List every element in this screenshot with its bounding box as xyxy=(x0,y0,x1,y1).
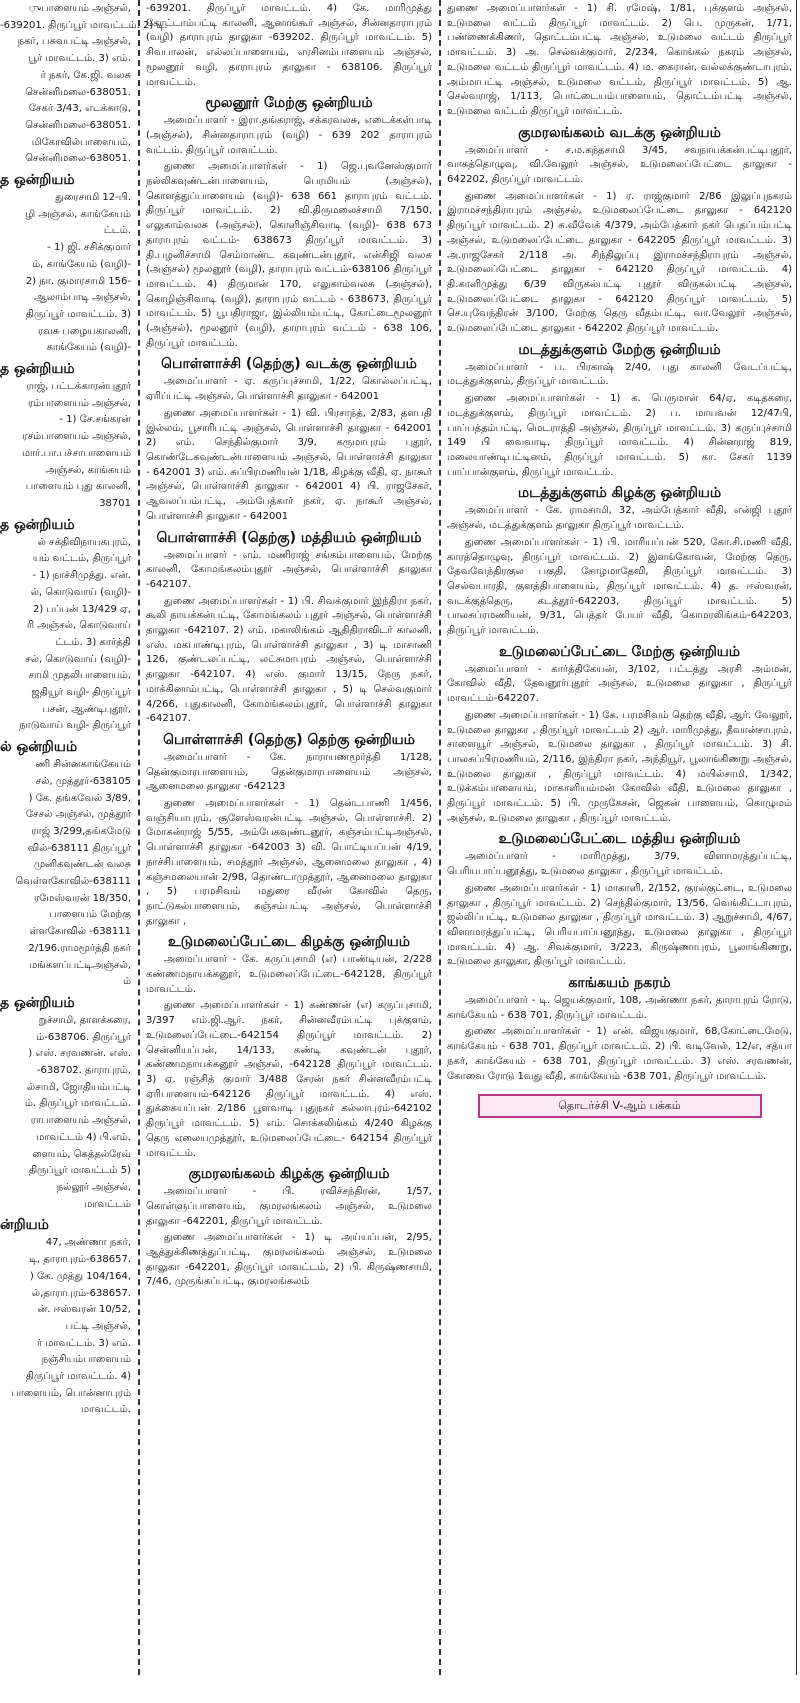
address-paragraph: 2) நா. குமாரசாமி 156- xyxy=(25,275,131,287)
address-paragraph: பாளையம், பொன்னாபுரம் xyxy=(11,1387,131,1399)
column-middle xyxy=(140,0,438,1675)
address-paragraph: சாமி முதலிபாளையம், xyxy=(28,670,131,682)
address-paragraph: ம், காங்கேயம் (வழி)- xyxy=(32,258,131,270)
page-right-rule xyxy=(796,0,797,1675)
address-paragraph: நாடுவாய் வழி- திருப்பூர் xyxy=(19,720,131,732)
address-paragraph: - 1) நாச்சிமுத்து. என். xyxy=(32,570,131,582)
section-heading: ல் ஒன்றியம் xyxy=(0,739,78,756)
address-paragraph: அமைப்பாளர் - ஏ. கருப்புச்சாமி, 1/22, கொல்லப்பட்டி, ஏரிப்பட்டி அஞ்சல், பொள்ளாச்சி தாலுகா - 642001 xyxy=(146,376,432,403)
address-paragraph: அமைப்பாளர் - கே. நாராயணமூர்த்தி 1/128, தென்குமாரபாளையம், தென்குமாரபாளையம் அஞ்சல், ஆனைமலை தாலுகா -642123 xyxy=(146,751,432,793)
address-paragraph: ல்,தாராபுரம்-638657. xyxy=(31,1287,131,1299)
address-paragraph: ல், கொடுவாய் (வழி)- xyxy=(30,586,131,598)
address-paragraph: அமைப்பாளர் - இரா.தங்கராஜ், சக்கரவலசு, எடைக்கள்பாடி (அஞ்சல்), சின்னதாராபுரம் (வழி) - 639 202 தாராபுரம் வட்டம். திருப்பூர் மாவட்டம். xyxy=(146,115,432,156)
column-left xyxy=(0,0,168,1675)
address-paragraph: 47, அண்ணா நகர், xyxy=(45,1237,131,1249)
address-paragraph: அமைப்பாளர் - மாரிமுத்து, 3/79, விளாமரத்துப்பட்டி, பெரியபாப்பனூத்து, உடுமலை தாலுகா , திருப்பூர் மாவட்டம். xyxy=(447,851,792,878)
column-right-body xyxy=(447,2,792,1084)
address-paragraph: துணை அமைப்பாளர்கள் - 1) பி. சிவக்குமார் இந்திரா நகர், கூலி நாயக்கன்பட்டி, கோமங்கலம் புதூர் அஞ்சல், பொள்ளாச்சி தாலுகா -642107. 2) எம். மகாலிங்கம் ஆதிதிராவிடர் காலனி, எஸ். மகபாண்டிபுரம், பொள்ளாச்சி தாலுகா , 3) டி மாசாணி 126, குண்டலப்பட்டி, லட்சுமாபுரம் அஞ்சல், பொள்ளாச்சி தாலுகா -642107. 4) எஸ். குமார் 13/15, நேரு நகர், மாக்கினாம்பட்டி, பொள்ளாச்சி தாலுகா , 5) டி செல்வகுமார் 4/266, புதுகாலனி, கோமங்கலம்புதூர், பொள்ளாச்சி தாலுகா -642107. xyxy=(146,595,432,725)
address-paragraph: சென்னிமலை-638051. xyxy=(25,86,131,98)
address-paragraph: மாவட்டம் xyxy=(84,1198,131,1210)
address-paragraph: அமைப்பாளர் - கார்த்திகேயன், 3/102, பட்டத்து அரசி அம்மன், கோவில் வீதி, தேவனூர்புதூர் அஞ்சல், உடுமலை தாலுகா , திருப்பூர் மாவட்டம்-642207. xyxy=(447,663,792,705)
address-paragraph: சேசல் அஞ்சல், முத்தூர் xyxy=(25,809,131,821)
address-paragraph: மாவட்டம் 4) பி.எம். xyxy=(36,1131,131,1143)
address-paragraph: ம்-638706. திருப்பூர் xyxy=(36,1031,131,1043)
address-paragraph: சல், முத்தூர்-638105 xyxy=(35,775,131,787)
section-heading: உடுமலைப்பேட்டை மத்திய ஒன்றியம் xyxy=(498,831,741,848)
address-paragraph: -638702. தாராபுரம், xyxy=(36,1065,131,1077)
address-paragraph: நகர், பசுவபட்டி அஞ்சல், xyxy=(17,36,131,48)
section-heading: ன்றியம் xyxy=(0,1217,49,1234)
address-paragraph: ுபாளையம் அஞ்சல், xyxy=(28,3,131,14)
address-paragraph: ல்சாமி, ஜோதியம்பட்டி xyxy=(26,1081,131,1093)
address-paragraph: நஞ்சியம்பாளையம் xyxy=(41,1354,131,1366)
address-paragraph: துணை அமைப்பாளர்கள் - 1) தென்டபாணி 1/456, வஞ்சியாபுரம், சூளேஸ்வரன்பட்டி அஞ்சல், பொள்ளாச்சி. 2) மோகன்ராஜ் 5/55, அம்பேகவுண்டனூர், கஞ்சம்பட்டிஅஞ்சல், பொள்ளாச்சி தாலுகா -642003 3) வி. பொட்டியப்பன் 4/19, நாச்சிபாளையம், சமத்தூர் அஞ்சல், ஆனைமலை தாலுகா , 4) கஞ்சமலையான் 2/98, தொண்டாமுத்தூர், ஆனைமலை தாலுகா , 5) பரமசிவம் மதுரை வீரன் கோவில் தெரு, நாட்டுகல்பாளையம், கஞ்சம்பட்டி அஞ்சல், பொள்ளாச்சி தாலுகா , xyxy=(146,798,432,927)
address-paragraph: ரவசு பழையகாலனி, xyxy=(37,325,131,337)
address-paragraph: அமைப்பாளர் - எம். மணிராஜ் சங்கம்பாளையம், மேற்கு காலனி, கோமங்கலம்புதூர் அஞ்சல், பொள்ளாச்சி தாலுகா -642107. xyxy=(146,549,432,590)
address-paragraph: துணை அமைப்பாளர்கள் - 1) மாகாளி, 2/152, குரல்குட்டை, உடுமலை தாலுகா , திருப்பூர் மாவட்டம். 2) செந்தில்குமார், 13/56, வெங்கிட்டாபுரம், ஜல்லிப்பட்டி, உடுமலை தாலுகா , திருப்பூர் மாவட்டம். 3) ஆறுச்சாமி, 4/67, விளாமரத்துப்பட்டி, பெரியபாப்பனூத்து, உடுமலை தாலுகா , திருப்பூர் மாவட்டம். 4) ஆ. சிவக்குமார், 3/223, கிருஷ்ணாபுரம், பூலாங்கிணறு, உடுமலை தாலுகா, திருப்பூர் மாவட்டம். xyxy=(447,882,792,968)
address-paragraph: சென்னிமலை-638051. xyxy=(25,153,131,165)
address-paragraph: துணை அமைப்பாளர்கள் - 1) ஜெ.புவனேஸ்குமார் நல்லிகவுண்டன்பாளையம், பெரமியம் (அஞ்சல்), கொளத்துப்பாளையம் (வழி)- 638 661 தாராபுரம் வட்டம். திருப்பூர் மாவட்டம். 2) வி.திருமலைச்சாமி 7/150, எலுகாம்வலசு (அஞ்சல்), கொளிஞ்சிவாடி (வழி)- 638 673 தாராபுரம் வட்டம்- 638673 திருப்பூர் மாவட்டம். 3) தி.பழனிச்சாமி செம்மாண்ட கவுண்டன்புதூர், என்சிஜி வலசு (அஞ்சல்) மூலனூர் (வழி), தாராபுரம் வட்டம்-638106 திருப்பூர் மாவட்டம். 4) திருமான் 170, எலுகாம்வலசு (அஞ்சல்), கொழிஞ்சிவாடி (வழி), தாராபுரம் வட்டம் - 638673, திருப்பூர் மாவட்டம். 5) பூபதிராஜா, இல்லியம்பட்டி, கோட்டைமூலனூர் (அஞ்சல்), மூலனூர் (வழி), தாராபுரம் வட்டம் - 638 106, திருப்பூர் மாவட்டம். xyxy=(146,161,432,349)
address-paragraph: -639201. திருப்பூர் மாவட்டம். 4) கே. மாரிமுத்து கோட்டாம்பட்டி காலனி, ஆனாங்கூர் அஞ்சல், சின்னதாராபுரம் (வழி) தாராபுரம் தாலுகா -639202. திருப்பூர் மாவட்டம். 5) சிவபாலன், எல்லப்பாளையம், எரசினம்பாளையம் அஞ்சல், மூலனூர் வழி, தாராபுரம் தாலுகா - 638106. திருப்பூர் மாவட்டம். xyxy=(146,3,432,88)
address-paragraph: ன். ஈஸ்வரன் 10/52, xyxy=(37,1304,131,1316)
section-heading: காங்கயம் நகரம் xyxy=(568,975,671,992)
address-paragraph: றுச்சாமி, தாளக்கரை, xyxy=(38,1014,131,1026)
section-heading: மடத்துக்குளம் மேற்கு ஒன்றியம் xyxy=(518,341,721,358)
address-paragraph: பாளையம் புது காலனி, xyxy=(25,481,131,493)
address-paragraph: துணை அமைப்பாளர்கள் - 1) கே. பரமசிவம் தெற்கு வீதி, ஆர். வேலூர், உடுமலை தாலுகா , திருப்பூர் மாவட்டம் 2) ஆர். மாரிமுத்து, தீவான்சாபுரம், சாளையூர் அஞ்சல், உடுமலை தாலுகா , திருப்பூர் மாவட்டம். 3) சி. பாலசுப்பிரமணியம், 2/116, இந்திரா நகர், அந்தியூர், பூலாங்கிணறு அஞ்சல், உடுமலை தாலுகா , திருப்பூர் மாவட்டம். 4) மயில்சாமி, 1/342, உடுக்கம்பாளையம், மாகாளியம்மன் கோவில் வீதி, உடுமலை தாலுகா , திருப்பூர் மாவட்டம். 5) பி. முருகேசன், ஜெகன் பாளையம், கொழுமம் அஞ்சல், உடுமலை தாலுகா , திருப்பூர் மாவட்டம். xyxy=(447,709,792,824)
address-paragraph: முனிகவுண்டன் வலசு xyxy=(34,859,131,871)
address-paragraph: டி, தாராபுரம்-638657. xyxy=(28,1254,131,1266)
section-heading: மூலனூர் மேற்கு ஒன்றியம் xyxy=(205,95,373,112)
address-paragraph: - 1) சே.சங்கரன் xyxy=(59,414,131,426)
address-paragraph: அமைப்பாளர் - கே. கருப்புசாமி (எ) பாண்டியன், 2/228 கண்ணமநாயக்கனூர், உடுமலைப்பேட்டை-642128, திருப்பூர் மாவட்டம். xyxy=(146,954,432,995)
address-paragraph: 2) பப்பன் 13/429 ஏ, xyxy=(33,603,131,615)
section-heading: பொள்ளாச்சி (தெற்கு) வடக்கு ஒன்றியம் xyxy=(161,356,417,373)
address-paragraph: பசன், ஆண்டிபுதூர், xyxy=(42,703,131,715)
address-paragraph: ம் xyxy=(122,976,131,988)
address-paragraph: ட்டம். 3) கார்த்தி xyxy=(55,636,131,648)
section-heading: த ஒன்றியம் xyxy=(0,172,75,189)
address-paragraph: ர் மாவட்டம். 3) எம். xyxy=(36,1337,131,1349)
address-paragraph: திருப்பூர் மாவட்டம். 4) xyxy=(25,1371,131,1383)
address-paragraph: பட்டி அஞ்சல், xyxy=(65,1320,131,1332)
address-paragraph: ட்டம். xyxy=(103,225,131,237)
address-paragraph: துணை அமைப்பாளர்கள் - 1) சி. ரமேஷ், 1/81, புக்குளம் அஞ்சல், உடுமலை வட்டம் திருப்பூர் மாவட்டம். 2) பெ. முருகன், 1/71, பண்ணைக்கிணர், தொட்டம்பட்டி அஞ்சல், உடுமலை வட்டம் திருப்பூர் மாவட்டம். 3) அ. செல்வக்குமார், 2/234, கொங்கல் நகரம் அஞ்சல், உடுமலை வட்டம் திருப்பூர் மாவட்டம். 4) ம. கைரான், வல்லக்குண்டாபுரம், அம்மாபட்டி அஞ்சல், உடுமலை வட்டம், திருப்பூர் மாவட்டம். 5) ஆ. செல்வராஜ், 1/113, பொட்டையம்பாளையம், தொட்டம்பட்டி அஞ்சல், உடுமலை வட்டம் திருப்பூர் மாவட்டம். xyxy=(447,3,792,117)
address-paragraph: மார்.பா.பச்சாபாளையம் xyxy=(21,447,131,459)
address-paragraph: 2/196.ராமமூர்த்தி நகர் xyxy=(28,942,131,954)
section-heading: குமரலங்கலம் வடக்கு ஒன்றியம் xyxy=(518,124,721,141)
address-paragraph: அஞ்சல், காங்கயம் xyxy=(45,464,131,476)
section-heading: மடத்துக்குளம் கிழக்கு ஒன்றியம் xyxy=(517,485,722,502)
continuation-note: தொடர்ச்சி V-ஆம் பக்கம் xyxy=(478,1094,762,1118)
address-paragraph: ர் நகர், கே.ஜி. வலசு xyxy=(40,69,131,81)
address-paragraph: ஜதியூர் வழி- திருப்பூர் xyxy=(31,687,131,699)
address-paragraph: துணை அமைப்பாளர்கள் - 1) க. பெருமாள் 64/ஏ, கடிதகரை, மடத்துக்குளம், திருப்பூர் மாவட்டம். 2) ப. மாயவன் 12/47பி, பாப்பத்தம்பட்டி, மெடராத்தி அஞ்சல், திருப்பூர் மாவட்டம். 3) கருப்புச்சாமி 149 பி வைவாடி, திருப்பூர் மாவட்டம். 4) சின்னராஜ் 819, மலையாண்டிபட்டினம், திருப்பூர் மாவட்டம். 5) கா. சேகர் 1139 பாப்பான்குளம், திருப்பூர் மாவட்டம். xyxy=(447,393,792,478)
address-paragraph: துணை அமைப்பாளர்கள் - 1) டி அய்யப்பன், 2/95, ஆத்துக்கிணத்துப்பட்டி, குமரலங்கலம் அஞ்சல், உடுமலை தாலுகா -642201, திருப்பூர் மாவட்டம், 2) பி. கிருஷ்ணசாமி, 7/46, முருங்கப்பட்டி, குமரலங்கலம் xyxy=(146,1232,432,1288)
section-heading: த ஒன்றியம் xyxy=(0,361,75,378)
address-paragraph: திருப்பூர் மாவட்டம் 5) xyxy=(28,1165,131,1177)
address-paragraph: அமைப்பாளர் - பி. ரவிச்சந்திரன், 1/57, கொள்ளுப்பாளையம், குமரலங்கலம் அஞ்சல், உடுமலை தாலுகா -642201, திருப்பூர் மாவட்டம். xyxy=(146,1186,432,1227)
address-paragraph: ரமேஸ்வரன் 18/350, xyxy=(33,892,131,904)
address-paragraph: அமைப்பாளர் - கே. ராமசாமி, 32, அம்பேத்கார் வீதி, என்ஜி புதூர் அஞ்சல், மடத்துக்குளம் தாலுகா திருப்பூர் மாவட்டம். xyxy=(447,505,792,532)
address-paragraph: வெள்ளகோவில்-638111 xyxy=(15,876,131,888)
address-paragraph: துரைசாமி 12-பி. xyxy=(55,192,131,204)
address-paragraph: ம். திருப்பூர் மாவட்டம். xyxy=(24,1098,131,1110)
address-paragraph: ளையம், கெத்தல்ரேவ் xyxy=(32,1148,131,1160)
address-paragraph: ) எஸ். சரவணன். எஸ். xyxy=(28,1048,131,1060)
address-paragraph: ராஜ் 3/299,தங்கமேடு xyxy=(31,825,131,837)
address-paragraph: - 1) ஜி. சசிக்குமார் xyxy=(47,242,131,254)
address-paragraph: -639201. திருப்பூர் மாவட்டம். 2) டி. xyxy=(0,19,168,31)
section-heading: உடுமலைப்பேட்டை கிழக்கு ஒன்றியம் xyxy=(167,934,411,951)
section-heading: குமரலங்கலம் கிழக்கு ஒன்றியம் xyxy=(188,1166,390,1183)
address-paragraph: ரம்பாளையம் அஞ்சல், xyxy=(27,397,131,409)
address-paragraph: ) கே. முத்து 104/164, xyxy=(29,1270,131,1282)
address-paragraph: துணை அமைப்பாளர்கள் - 1) பி. மாரியப்பன் 520, கோ.சி.மணி வீதி, காரத்தொழுவு, திருப்பூர் மாவட்டம். 2) இளங்கோவன், மேற்கு தெரு, தேவவேந்திரகுல பகுதி, சோழமாதேவி, திருப்பூர் மாவட்டம். 3) செல்வபாரதி, குளத்திபாளையம், திருப்பூர் மாவட்டம். 4) த. ஈஸ்வரன், வடக்குத்தெரு, கடத்தூர்-642203, திருப்பூர் மாவட்டம். 5) பாலசுப்ரமணியன், 9/31, பெத்தர் பேயர் வீதி, கொமரலிங்கம்-642203, திருப்பூர் மாவட்டம். xyxy=(447,536,792,637)
address-paragraph: ) கே. தங்கவேல் 3/89, xyxy=(28,792,131,804)
address-paragraph: வில்-638111 திருப்பூர் xyxy=(27,842,131,854)
section-heading: த ஒன்றியம் xyxy=(0,994,75,1011)
section-heading: உடுமலைப்பேட்டை மேற்கு ஒன்றியம் xyxy=(498,643,741,660)
address-paragraph: யம் வட்டம், திருப்பூர் xyxy=(32,553,131,565)
address-paragraph: அமைப்பாளர் - டி. ஜெயக்குமார், 108, அண்ணா நகர், தாராபுரம் ரோடு, காங்கேயம் - 638 701, திருப்பூர் மாவட்டம். xyxy=(447,995,792,1021)
address-paragraph: துணை அமைப்பாளர்கள் - 1) கண்ணன் (எ) கருப்புசாமி, 3/397 எம்.ஜி.ஆர். நகர், சின்னவீரம்பட்டி புக்குளம், உடுமலைப்பேட்டை-642154 திருப்பூர் மாவட்டம். 2) சென்னியப்பன், 14/133, கண்டி கவுண்டன் புதூர், கண்ணமநாயக்கனூர் அஞ்சல், -642128 திருப்பூர் மாவட்டம். 3) ஏ. ரஞ்சித் குமார் 3/488 சேரன் நகர் சின்னவீரம்பட்டி ஏரிபாளையம்-642126 திருப்பூர் மாவட்டம். 4) எஸ். துக்கையப்பன் 2/186 பூளவாடி புதுநகர் கல்லாபுரம்-642102 திருப்பூர் மாவட்டம். 5) எம். சொக்கலிங்கம் 4/240 கிழக்கு தெரு எலையமுத்தூர், உடுமலைப்பேட்டை- 642154 திருப்பூர் மாவட்டம். xyxy=(146,1000,432,1159)
address-paragraph: ழி அஞ்சல், காங்கேயம் xyxy=(25,208,131,220)
address-paragraph: சென்னிமலை-638051. xyxy=(25,119,131,131)
address-paragraph: ரி அஞ்சல், கொடுவாய் xyxy=(26,620,131,632)
address-paragraph: துணை அமைப்பாளர்கள் - 1) ர. ராஜ்குமார் 2/86 இலுப்புநகரம் இராமச்சந்திராபுரம் அஞ்சல், உடுமலைப்பேட்டை தாலுகா - 642120 திருப்பூர் மாவட்டம். 2) சு.வீவேக் 4/379, அம்பேத்கார் நகர் பெதப்பம்பட்டி அஞ்சல், உடுமலைப்பேட்டை தாலுகா - 642205 திருப்பூர் மாவட்டம். 3) அ.ராஜசேகர் 2/118 அ. சிந்திலுப்பு இராமச்சந்திராபுரம் அஞ்சல், உடுமலைப்பேட்டை தாலுகா - 642120 திருப்பூர் மாவட்டம். 4) தி.காளிமுத்து 6/39 விருகல்பட்டி புதூர் விருகல்பட்டி அஞ்சல், உடுமலைப்பேட்டை தாலுகா - 642120 திருப்பூர் மாவட்டம். 5) செ.யுவேந்திரன் 3/100, மேற்கு தெரு வீதம்பட்டி, வா.வேலூர் அஞ்சல், உடுமலைப்பேட்டை தாலுகா - 642202 திருப்பூர் மாவட்டம். xyxy=(447,190,792,335)
section-heading: பொள்ளாச்சி (தெற்கு) தெற்கு ஒன்றியம் xyxy=(163,731,415,748)
address-paragraph: சேகர் 3/43, எடக்காடு, xyxy=(28,103,131,115)
section-heading: பொள்ளாச்சி (தெற்கு) மத்தியம் ஒன்றியம் xyxy=(156,529,422,546)
address-paragraph: பாளையம் மேற்கு xyxy=(49,909,131,921)
address-paragraph: காங்கேயம் (வழி)- xyxy=(46,342,131,354)
address-paragraph: சல், கொடுவாய் (வழி)- xyxy=(25,653,131,665)
address-paragraph: மாவட்டம். xyxy=(81,1404,131,1416)
address-paragraph: ணி சின்னகாங்கேயம் xyxy=(35,759,131,771)
section-heading: த ஒன்றியம் xyxy=(0,516,75,533)
address-paragraph: ராஜ், பட்டக்காரன்புதூர் xyxy=(26,381,131,393)
address-paragraph: நல்லூர் அஞ்சல், xyxy=(56,1182,131,1193)
address-paragraph: துணை அமைப்பாளர்கள் - 1) என். விஜயகுமார், 68,கோட்டைமேடு, காங்கேயம் - 638 701, திருப்பூர் மாவட்டம். 2) பி. வடிவேல், 12/எ, சத்யா நகர், காங்கேயம் - 638 701, திருப்பூர் மாவட்டம். 3) எஸ். சரவணன், கோவை ரோடு 1வது வீதி, காங்கேயம் -638 701, திருப்பூர் மாவட்டம். xyxy=(447,1026,792,1082)
address-paragraph: ள்ளகோவில் -638111 xyxy=(29,926,131,938)
address-paragraph: ல் சக்திவிநாயகபுரம், xyxy=(37,536,131,548)
address-paragraph: அமைப்பாளர் - ப. பிரகாஷ் 2/40, புது காலனி வேடப்பட்டி, மடத்துக்குளம், திருப்பூர் மாவட்டம். xyxy=(447,361,792,388)
address-paragraph: அமைப்பாளர் - ச.ம.கந்தசாமி 3/45, சவநாயக்கன்பட்டிபுதூர், வாகத்தொழுவு, வி.வேலூர் அஞ்சல், உடுமலைப்பேட்டை தாலுகா - 642202, திருப்பூர் மாவட்டம். xyxy=(447,144,792,186)
address-paragraph: மங்களப்பட்டிஅஞ்சல், xyxy=(29,959,131,971)
address-paragraph: பூர் மாவட்டம். 3) எம். xyxy=(28,53,131,65)
address-paragraph: திருப்பூர் மாவட்டம். 3) xyxy=(25,308,131,320)
address-paragraph: ரசம்பாளையம் அஞ்சல், xyxy=(22,431,131,443)
address-paragraph: ஆலாம்பாடி அஞ்சல், xyxy=(34,292,131,304)
address-paragraph: துணை அமைப்பாளர்கள் - 1) வி. பிரசாந்த், 2/83, தளபதி இல்லம், பூசாரிபட்டி அஞ்சல், பொள்ளாச்சி தாலுகா - 642001 2) எம். செந்தில்குமார் 3/9, கருமாபுரம் புதூர், கொண்டேகவுண்டன்பாளையம் அஞ்சல், பொள்ளாச்சி தாலுகா - 642001 3) எம். சுப்பிரமணியன் 1/18, கிழக்கு வீதி, ஏ. நாகூர் அஞ்சல், பொள்ளாச்சி தாலுகா - 642001 4) பி. ராஜசேகர், ஆவலப்பம்பட்டி, அம்பேத்கார் நகர், ஏ. நாகூர் அஞ்சல், பொள்ளாச்சி தாலுகா - 642001 xyxy=(146,407,432,522)
column-right xyxy=(441,0,798,1675)
address-paragraph: ராபாளையம் அஞ்சல், xyxy=(30,1115,131,1127)
address-paragraph: 38701 xyxy=(99,497,131,509)
address-paragraph: மிகோவில்பாளையம், xyxy=(31,136,131,148)
